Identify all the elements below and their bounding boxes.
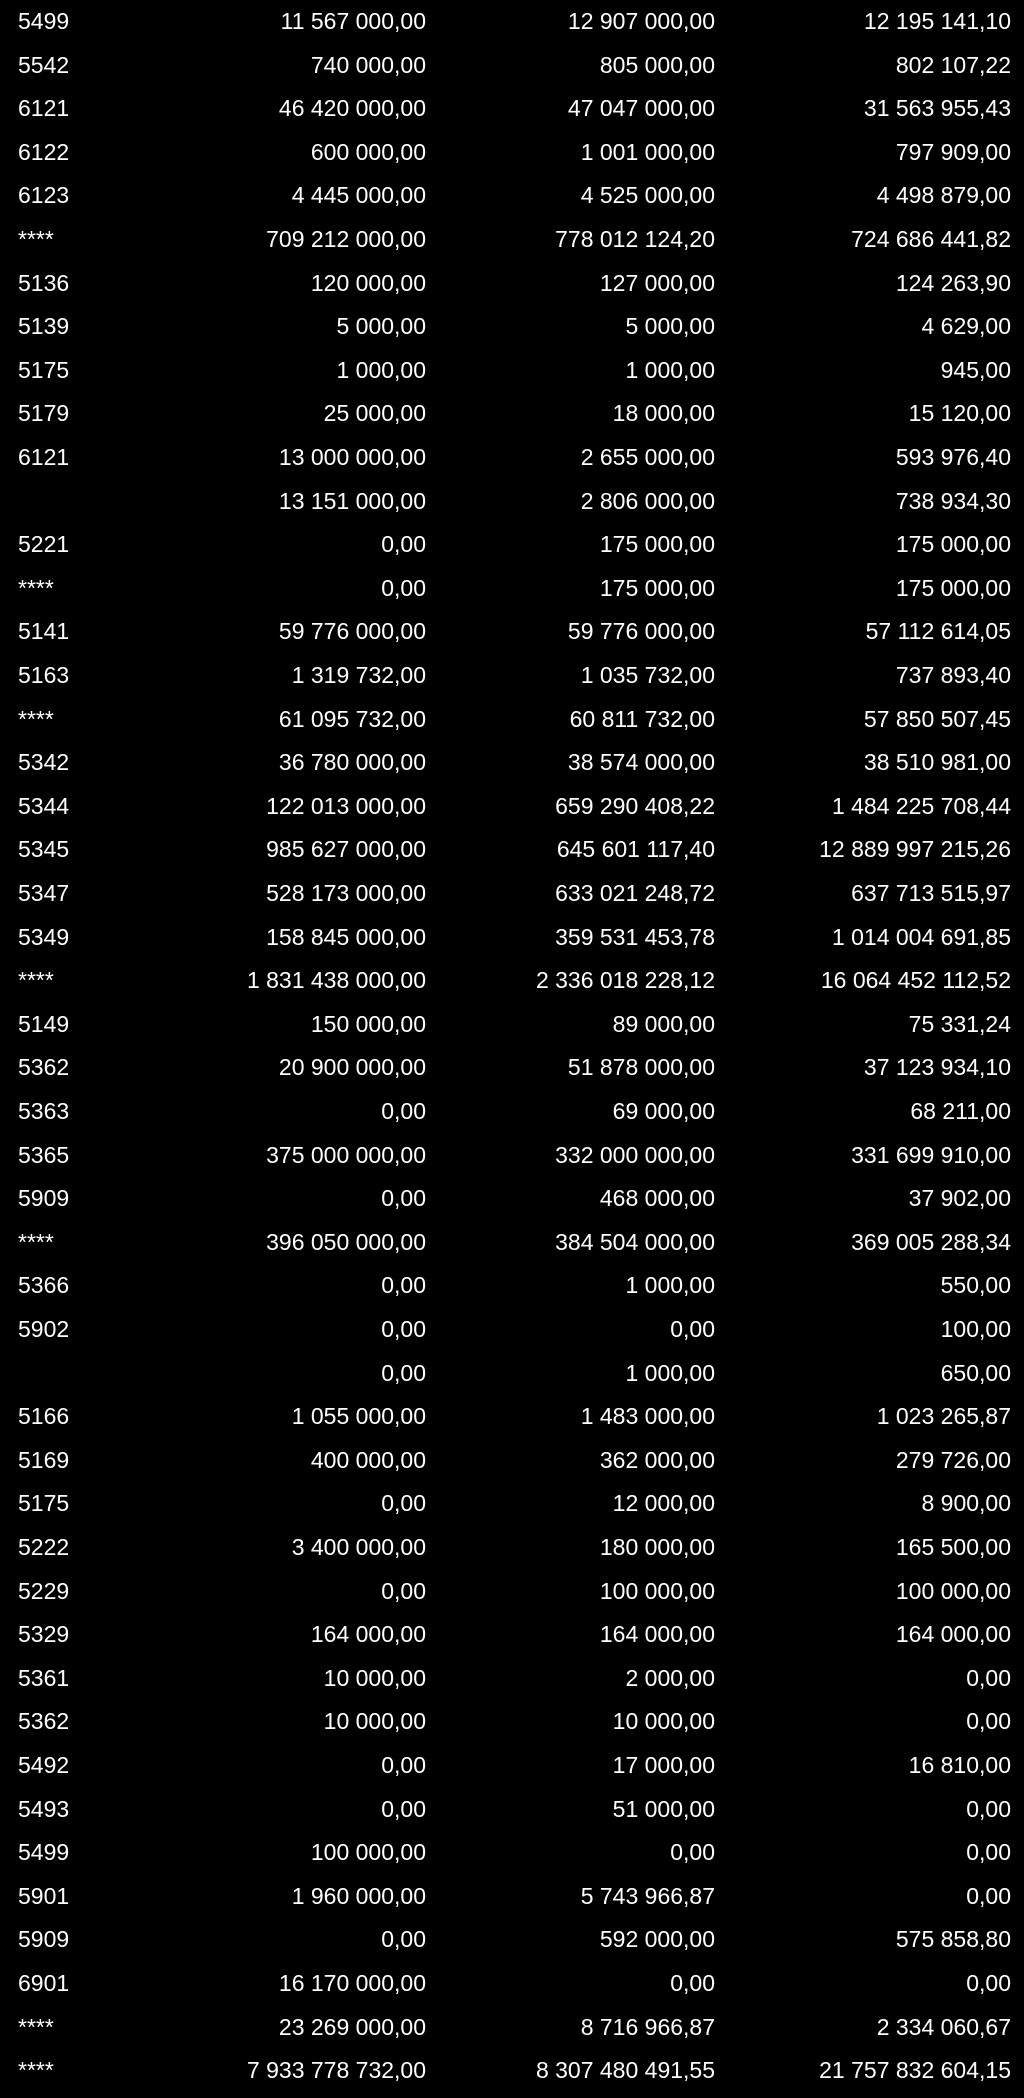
value-adjusted: 10 000,00 bbox=[612, 1708, 715, 1735]
value-actual: 38 510 981,00 bbox=[863, 749, 1011, 776]
value-adjusted: 60 811 732,00 bbox=[569, 705, 715, 732]
value-approved: 120 000,00 bbox=[310, 269, 426, 296]
value-approved: 1 319 732,00 bbox=[291, 662, 426, 688]
value-approved: 600 000,00 bbox=[310, 138, 426, 165]
row-code: 5349 bbox=[18, 923, 70, 950]
value-adjusted: 2 000,00 bbox=[625, 1664, 715, 1691]
table-row bbox=[0, 305, 1024, 349]
value-actual: 945,00 bbox=[940, 356, 1011, 383]
value-approved: 1 960 000,00 bbox=[291, 1882, 426, 1909]
value-adjusted: 5 000,00 bbox=[625, 313, 715, 340]
row-code: 5221 bbox=[18, 531, 70, 558]
row-code: 5139 bbox=[18, 313, 70, 340]
subtotal-row bbox=[0, 698, 1024, 742]
table-row bbox=[0, 1090, 1024, 1134]
value-approved: 13 151 000,00 bbox=[278, 487, 426, 514]
value-actual: 75 331,24 bbox=[908, 1010, 1011, 1037]
value-approved: 0,00 bbox=[381, 1926, 426, 1953]
value-approved: 36 780 000,00 bbox=[278, 749, 426, 776]
value-approved: 100 000,00 bbox=[310, 1839, 426, 1866]
value-approved: 709 212 000,00 bbox=[266, 226, 426, 252]
table-row bbox=[0, 1744, 1024, 1788]
row-code: 6121 bbox=[18, 444, 70, 470]
table-row bbox=[0, 1918, 1024, 1962]
value-adjusted: 332 000 000,00 bbox=[555, 1141, 715, 1168]
value-adjusted: 175 000,00 bbox=[599, 574, 715, 601]
table-row bbox=[0, 1700, 1024, 1744]
value-actual: 12 889 997 215,26 bbox=[819, 836, 1011, 863]
table-row bbox=[0, 1875, 1024, 1919]
table-row bbox=[0, 262, 1024, 306]
value-approved: 0,00 bbox=[381, 1359, 426, 1386]
value-adjusted: 38 574 000,00 bbox=[567, 749, 715, 776]
row-code: 5902 bbox=[18, 1316, 70, 1342]
value-approved: 0,00 bbox=[381, 1098, 426, 1124]
value-approved: 400 000,00 bbox=[310, 1446, 426, 1473]
value-approved: 0,00 bbox=[381, 1316, 426, 1342]
value-adjusted: 51 878 000,00 bbox=[567, 1054, 715, 1081]
value-actual: 175 000,00 bbox=[895, 574, 1011, 601]
row-code: 5175 bbox=[18, 356, 70, 383]
row-code: 5344 bbox=[18, 792, 70, 819]
value-approved: 164 000,00 bbox=[310, 1621, 426, 1648]
row-code: **** bbox=[18, 226, 54, 252]
value-approved: 10 000,00 bbox=[323, 1664, 426, 1691]
value-actual: 21 757 832 604,15 bbox=[819, 2057, 1011, 2084]
table-row bbox=[0, 1962, 1024, 2006]
row-code: 5362 bbox=[18, 1708, 70, 1735]
table-row bbox=[0, 1352, 1024, 1396]
value-adjusted: 2 655 000,00 bbox=[580, 444, 715, 470]
table-row bbox=[0, 1134, 1024, 1178]
value-actual: 37 902,00 bbox=[908, 1185, 1011, 1212]
value-adjusted: 1 483 000,00 bbox=[580, 1403, 715, 1430]
subtotal-row bbox=[0, 218, 1024, 262]
value-adjusted: 12 907 000,00 bbox=[567, 8, 715, 34]
value-actual: 797 909,00 bbox=[895, 138, 1011, 165]
table-row bbox=[0, 785, 1024, 829]
row-code: 5492 bbox=[18, 1752, 70, 1778]
value-actual: 738 934,30 bbox=[895, 487, 1011, 514]
subtotal-row bbox=[0, 959, 1024, 1003]
value-actual: 8 900,00 bbox=[921, 1490, 1011, 1517]
value-actual: 4 629,00 bbox=[921, 313, 1011, 340]
table-row bbox=[0, 872, 1024, 916]
table-row bbox=[0, 1526, 1024, 1570]
value-adjusted: 1 000,00 bbox=[625, 356, 715, 383]
value-adjusted: 12 000,00 bbox=[612, 1490, 715, 1517]
value-actual: 0,00 bbox=[966, 1795, 1011, 1822]
value-adjusted: 8 716 966,87 bbox=[580, 2013, 715, 2040]
value-adjusted: 89 000,00 bbox=[612, 1010, 715, 1037]
value-approved: 528 173 000,00 bbox=[266, 880, 426, 906]
value-approved: 1 831 438 000,00 bbox=[246, 967, 426, 994]
subtotal-row bbox=[0, 2049, 1024, 2093]
row-code: **** bbox=[18, 705, 54, 732]
table-row bbox=[0, 741, 1024, 785]
value-actual: 165 500,00 bbox=[895, 1534, 1011, 1560]
row-code: 5136 bbox=[18, 269, 70, 296]
row-code: 6901 bbox=[18, 1970, 70, 1996]
value-adjusted: 0,00 bbox=[670, 1970, 715, 1996]
table-row bbox=[0, 1788, 1024, 1832]
value-adjusted: 468 000,00 bbox=[599, 1185, 715, 1212]
value-adjusted: 2 336 018 228,12 bbox=[535, 967, 715, 994]
value-adjusted: 180 000,00 bbox=[599, 1534, 715, 1560]
table-row bbox=[0, 1482, 1024, 1526]
value-actual: 0,00 bbox=[966, 1708, 1011, 1735]
row-code: **** bbox=[18, 2013, 54, 2040]
value-actual: 575 858,80 bbox=[895, 1926, 1011, 1953]
value-approved: 16 170 000,00 bbox=[278, 1970, 426, 1996]
value-adjusted: 659 290 408,22 bbox=[555, 792, 715, 819]
table-row bbox=[0, 131, 1024, 175]
row-code: 5499 bbox=[18, 8, 70, 34]
table-row bbox=[0, 1831, 1024, 1875]
row-code: 5909 bbox=[18, 1926, 70, 1953]
value-approved: 122 013 000,00 bbox=[266, 792, 426, 819]
value-actual: 737 893,40 bbox=[895, 662, 1011, 688]
value-approved: 158 845 000,00 bbox=[266, 923, 426, 950]
value-adjusted: 51 000,00 bbox=[612, 1795, 715, 1822]
value-adjusted: 384 504 000,00 bbox=[555, 1228, 715, 1255]
table-row bbox=[0, 87, 1024, 131]
value-adjusted: 17 000,00 bbox=[612, 1752, 715, 1778]
value-adjusted: 2 806 000,00 bbox=[580, 487, 715, 514]
value-adjusted: 359 531 453,78 bbox=[555, 923, 715, 950]
value-actual: 164 000,00 bbox=[895, 1621, 1011, 1648]
value-actual: 369 005 288,34 bbox=[851, 1228, 1011, 1255]
value-approved: 985 627 000,00 bbox=[266, 836, 426, 863]
value-actual: 4 498 879,00 bbox=[876, 182, 1011, 209]
table-row bbox=[0, 916, 1024, 960]
value-adjusted: 47 047 000,00 bbox=[567, 95, 715, 122]
row-code: **** bbox=[18, 1228, 54, 1255]
value-actual: 1 484 225 708,44 bbox=[831, 792, 1011, 819]
row-code: 5229 bbox=[18, 1577, 70, 1604]
value-adjusted: 592 000,00 bbox=[599, 1926, 715, 1953]
row-code: 5366 bbox=[18, 1272, 70, 1299]
row-code: **** bbox=[18, 2057, 54, 2084]
value-approved: 0,00 bbox=[381, 1577, 426, 1604]
table-row bbox=[0, 1177, 1024, 1221]
row-code: 6122 bbox=[18, 138, 70, 165]
row-code: 5347 bbox=[18, 880, 70, 906]
value-adjusted: 100 000,00 bbox=[599, 1577, 715, 1604]
subtotal-row bbox=[0, 1221, 1024, 1265]
value-approved: 13 000 000,00 bbox=[278, 444, 426, 470]
value-adjusted: 4 525 000,00 bbox=[580, 182, 715, 209]
value-actual: 550,00 bbox=[940, 1272, 1011, 1299]
value-actual: 0,00 bbox=[966, 1664, 1011, 1691]
value-adjusted: 1 035 732,00 bbox=[580, 662, 715, 688]
row-code: 6123 bbox=[18, 182, 70, 209]
table-row bbox=[0, 174, 1024, 218]
row-code: 5909 bbox=[18, 1185, 70, 1212]
value-adjusted: 1 001 000,00 bbox=[580, 138, 715, 165]
row-code: 5179 bbox=[18, 400, 70, 427]
value-approved: 25 000,00 bbox=[323, 400, 426, 427]
value-actual: 31 563 955,43 bbox=[863, 95, 1011, 122]
table-row bbox=[0, 610, 1024, 654]
value-actual: 724 686 441,82 bbox=[851, 226, 1011, 252]
row-code: 5363 bbox=[18, 1098, 70, 1124]
table-row bbox=[0, 654, 1024, 698]
value-approved: 5 000,00 bbox=[336, 313, 426, 340]
value-adjusted: 164 000,00 bbox=[599, 1621, 715, 1648]
table-row bbox=[0, 1264, 1024, 1308]
row-code: 5163 bbox=[18, 662, 70, 688]
value-approved: 59 776 000,00 bbox=[278, 618, 426, 645]
value-approved: 150 000,00 bbox=[310, 1010, 426, 1037]
value-actual: 0,00 bbox=[966, 1839, 1011, 1866]
value-actual: 37 123 934,10 bbox=[863, 1054, 1011, 1081]
value-actual: 16 064 452 112,52 bbox=[820, 967, 1011, 994]
value-actual: 0,00 bbox=[966, 1970, 1011, 1996]
table-row bbox=[0, 1046, 1024, 1090]
value-approved: 7 933 778 732,00 bbox=[246, 2057, 426, 2084]
value-actual: 1 023 265,87 bbox=[876, 1403, 1011, 1430]
value-approved: 0,00 bbox=[381, 1185, 426, 1212]
value-approved: 4 445 000,00 bbox=[291, 182, 426, 209]
value-adjusted: 0,00 bbox=[670, 1839, 715, 1866]
subtotal-row bbox=[0, 2006, 1024, 2050]
table-row bbox=[0, 1657, 1024, 1701]
row-code: 5365 bbox=[18, 1141, 70, 1168]
value-adjusted: 175 000,00 bbox=[599, 531, 715, 558]
table-row bbox=[0, 1613, 1024, 1657]
value-adjusted: 69 000,00 bbox=[612, 1098, 715, 1124]
value-actual: 100,00 bbox=[940, 1316, 1011, 1342]
table-row bbox=[0, 480, 1024, 524]
table-row bbox=[0, 436, 1024, 480]
value-adjusted: 0,00 bbox=[670, 1316, 715, 1342]
value-adjusted: 59 776 000,00 bbox=[567, 618, 715, 645]
value-actual: 593 976,40 bbox=[895, 444, 1011, 470]
row-code: 5362 bbox=[18, 1054, 70, 1081]
value-actual: 2 334 060,67 bbox=[876, 2013, 1011, 2040]
row-code: 5901 bbox=[18, 1882, 70, 1909]
table-row bbox=[0, 523, 1024, 567]
row-code: 5542 bbox=[18, 51, 70, 78]
value-approved: 1 000,00 bbox=[336, 356, 426, 383]
row-code: 5345 bbox=[18, 836, 70, 863]
table-row bbox=[0, 392, 1024, 436]
value-actual: 124 263,90 bbox=[895, 269, 1011, 296]
value-actual: 68 211,00 bbox=[910, 1098, 1011, 1124]
table-row bbox=[0, 1439, 1024, 1483]
value-actual: 15 120,00 bbox=[908, 400, 1011, 427]
value-actual: 279 726,00 bbox=[895, 1446, 1011, 1473]
row-code: 5141 bbox=[18, 618, 70, 645]
value-approved: 0,00 bbox=[381, 1752, 426, 1778]
value-actual: 100 000,00 bbox=[895, 1577, 1011, 1604]
value-actual: 0,00 bbox=[966, 1882, 1011, 1909]
value-approved: 11 567 000,00 bbox=[280, 8, 426, 34]
value-actual: 650,00 bbox=[940, 1359, 1011, 1386]
row-code: **** bbox=[18, 967, 54, 994]
value-approved: 0,00 bbox=[381, 1272, 426, 1299]
row-code: 5175 bbox=[18, 1490, 70, 1517]
row-code: 5361 bbox=[18, 1664, 70, 1691]
value-approved: 3 400 000,00 bbox=[291, 1534, 426, 1560]
value-actual: 12 195 141,10 bbox=[863, 8, 1011, 34]
value-adjusted: 18 000,00 bbox=[612, 400, 715, 427]
value-actual: 331 699 910,00 bbox=[851, 1141, 1011, 1168]
row-code: 6121 bbox=[18, 95, 70, 122]
value-actual: 57 112 614,05 bbox=[865, 618, 1011, 645]
value-approved: 0,00 bbox=[381, 531, 426, 558]
value-actual: 16 810,00 bbox=[908, 1752, 1011, 1778]
value-approved: 46 420 000,00 bbox=[278, 95, 426, 122]
value-actual: 57 850 507,45 bbox=[863, 705, 1011, 732]
value-adjusted: 633 021 248,72 bbox=[555, 880, 715, 906]
value-actual: 637 713 515,97 bbox=[851, 880, 1011, 906]
value-adjusted: 778 012 124,20 bbox=[555, 226, 715, 252]
value-approved: 23 269 000,00 bbox=[278, 2013, 426, 2040]
table-row bbox=[0, 1570, 1024, 1614]
value-adjusted: 5 743 966,87 bbox=[580, 1882, 715, 1909]
value-adjusted: 127 000,00 bbox=[599, 269, 715, 296]
row-code: 5493 bbox=[18, 1795, 70, 1822]
table-row bbox=[0, 44, 1024, 88]
value-adjusted: 805 000,00 bbox=[599, 51, 715, 78]
value-adjusted: 362 000,00 bbox=[599, 1446, 715, 1473]
value-approved: 1 055 000,00 bbox=[291, 1403, 426, 1430]
value-approved: 375 000 000,00 bbox=[266, 1141, 426, 1168]
value-actual: 802 107,22 bbox=[895, 51, 1011, 78]
row-code: 5222 bbox=[18, 1534, 70, 1560]
row-code: 5329 bbox=[18, 1621, 70, 1648]
value-approved: 61 095 732,00 bbox=[278, 705, 426, 732]
subtotal-row bbox=[0, 567, 1024, 611]
table-row bbox=[0, 349, 1024, 393]
value-actual: 1 014 004 691,85 bbox=[831, 923, 1011, 950]
value-actual: 175 000,00 bbox=[895, 531, 1011, 558]
row-code: **** bbox=[18, 574, 54, 601]
row-code: 5342 bbox=[18, 749, 70, 776]
value-adjusted: 1 000,00 bbox=[625, 1359, 715, 1386]
value-approved: 20 900 000,00 bbox=[278, 1054, 426, 1081]
row-code: 5166 bbox=[18, 1403, 70, 1430]
table-row bbox=[0, 828, 1024, 872]
value-approved: 0,00 bbox=[381, 574, 426, 601]
value-adjusted: 1 000,00 bbox=[625, 1272, 715, 1299]
value-approved: 396 050 000,00 bbox=[266, 1228, 426, 1255]
value-adjusted: 8 307 480 491,55 bbox=[535, 2057, 715, 2084]
row-code: 5499 bbox=[18, 1839, 70, 1866]
row-code: 5169 bbox=[18, 1446, 70, 1473]
table-row bbox=[0, 0, 1024, 44]
value-approved: 0,00 bbox=[381, 1490, 426, 1517]
value-adjusted: 645 601 117,40 bbox=[556, 836, 715, 863]
row-code: 5149 bbox=[18, 1010, 70, 1037]
value-approved: 0,00 bbox=[381, 1795, 426, 1822]
value-approved: 740 000,00 bbox=[310, 51, 426, 78]
table-row bbox=[0, 1308, 1024, 1352]
table-row bbox=[0, 1003, 1024, 1047]
table-row bbox=[0, 1395, 1024, 1439]
value-approved: 10 000,00 bbox=[323, 1708, 426, 1735]
